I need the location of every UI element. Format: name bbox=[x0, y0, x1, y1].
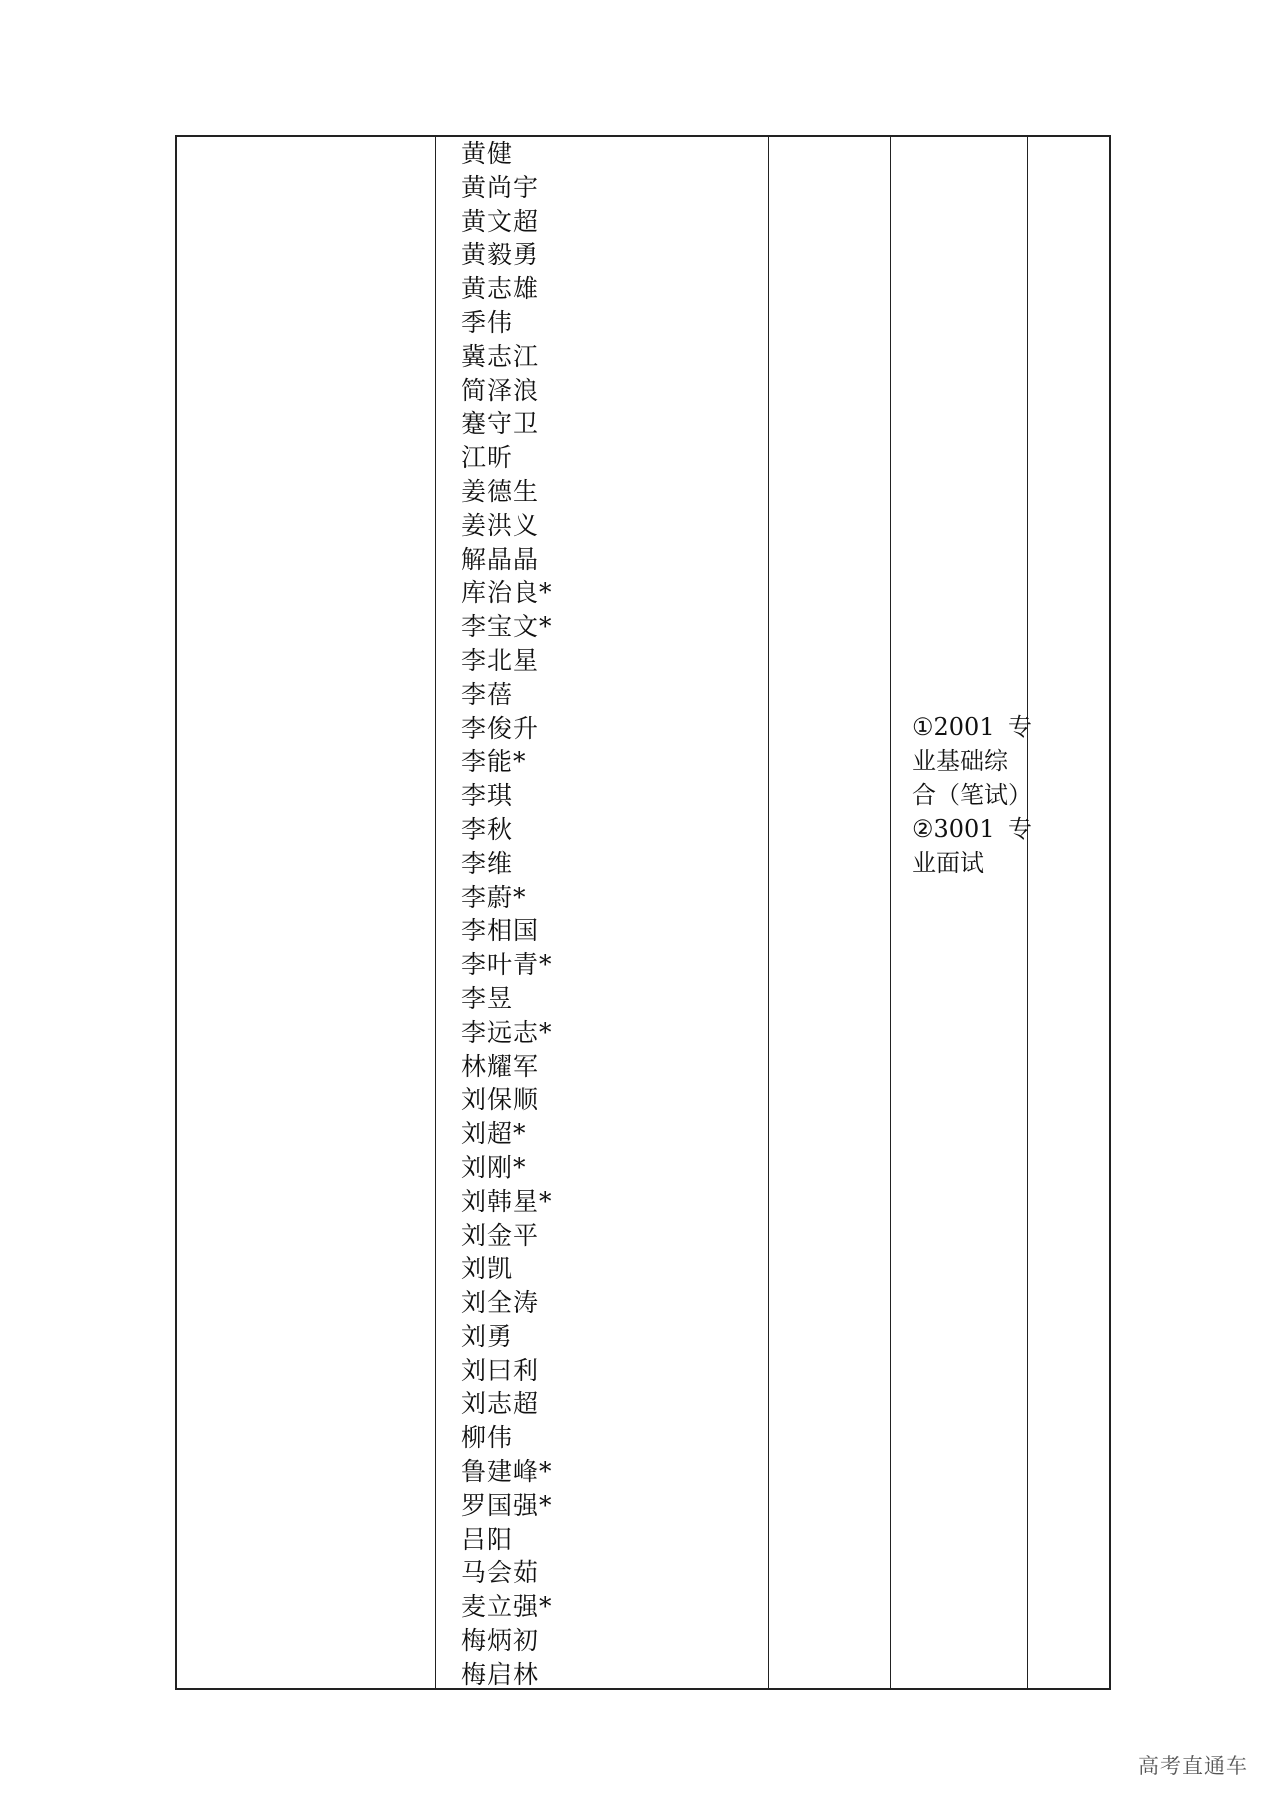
column-divider-3 bbox=[890, 137, 891, 1688]
supervisor-name: 库治良* bbox=[461, 578, 553, 608]
supervisor-name: 黄健 bbox=[461, 139, 514, 168]
supervisor-name: 李秋 bbox=[461, 814, 514, 844]
supervisor-name: 刘凯 bbox=[461, 1254, 514, 1284]
supervisor-name: 刘韩星* bbox=[461, 1186, 553, 1216]
supervisor-name: 刘曰利 bbox=[461, 1355, 540, 1385]
column-divider-1 bbox=[435, 137, 436, 1688]
supervisor-name: 林耀军 bbox=[461, 1051, 540, 1081]
supervisor-name: 黄毅勇 bbox=[461, 240, 540, 270]
supervisor-name: 刘志超 bbox=[461, 1389, 540, 1419]
subject-code-2: ②3001 bbox=[912, 815, 995, 843]
supervisor-names-list bbox=[461, 137, 553, 1692]
supervisor-name: 麦立强* bbox=[461, 1592, 553, 1622]
supervisor-name: 刘刚* bbox=[461, 1152, 527, 1182]
supervisor-name: 简泽浪 bbox=[461, 375, 540, 405]
supervisor-name: 刘勇 bbox=[461, 1321, 514, 1351]
supervisor-name: 梅炳初 bbox=[461, 1626, 540, 1656]
supervisor-name: 季伟 bbox=[461, 307, 514, 337]
supervisor-name: 李蓓 bbox=[461, 679, 514, 709]
supervisor-name: 李俊升 bbox=[461, 713, 540, 743]
supervisor-name: 姜洪义 bbox=[461, 510, 540, 540]
supervisor-name: 马会茹 bbox=[461, 1558, 540, 1588]
supervisor-name: 梅启林 bbox=[461, 1659, 540, 1689]
subject-code-1: ①2001 bbox=[912, 713, 995, 741]
supervisor-name: 李远志* bbox=[461, 1017, 553, 1047]
supervisor-name: 李相国 bbox=[461, 916, 540, 946]
watermark-text: 高考直通车 bbox=[1138, 1754, 1248, 1778]
supervisor-name: 刘金平 bbox=[461, 1220, 540, 1250]
supervisor-name: 李琪 bbox=[461, 781, 514, 811]
supervisor-name: 李能* bbox=[461, 747, 527, 777]
subject-line-3: 合（笔试） bbox=[912, 781, 1032, 809]
supervisor-name: 李昱 bbox=[461, 983, 514, 1013]
subject-line-1 bbox=[912, 710, 1032, 744]
supervisor-name: 黄志雄 bbox=[461, 274, 540, 304]
supervisor-name: 李维 bbox=[461, 848, 514, 878]
exam-subjects-cell bbox=[912, 710, 1032, 880]
supervisor-name: 解晶晶 bbox=[461, 544, 540, 574]
subject-text-2: 专 bbox=[1008, 815, 1032, 843]
subject-line-2: 业基础综 bbox=[912, 747, 1008, 775]
supervisor-name: 柳伟 bbox=[461, 1423, 514, 1453]
supervisor-name: 蹇守卫 bbox=[461, 409, 540, 439]
supervisor-name: 刘全涛 bbox=[461, 1288, 540, 1318]
supervisor-name: 罗国强* bbox=[461, 1490, 553, 1520]
supervisor-name: 李宝文* bbox=[461, 612, 553, 642]
column-divider-2 bbox=[768, 137, 769, 1688]
supervisor-name: 吕阳 bbox=[461, 1524, 514, 1554]
supervisor-name: 姜德生 bbox=[461, 476, 540, 506]
subject-line-4 bbox=[912, 812, 1032, 846]
supervisor-name: 冀志江 bbox=[461, 341, 540, 371]
supervisor-name: 刘超* bbox=[461, 1119, 527, 1149]
supervisor-name: 黄尚宇 bbox=[461, 172, 540, 202]
supervisor-name: 江昕 bbox=[461, 443, 514, 473]
supervisor-name: 李叶青* bbox=[461, 950, 553, 980]
supervisor-name: 李蔚* bbox=[461, 882, 527, 912]
subject-line-5: 业面试 bbox=[912, 849, 984, 877]
column-divider-4 bbox=[1027, 137, 1028, 1688]
supervisor-name: 李北星 bbox=[461, 645, 540, 675]
supervisor-name: 鲁建峰* bbox=[461, 1457, 553, 1487]
supervisor-name: 黄文超 bbox=[461, 206, 540, 236]
enrollment-table bbox=[175, 135, 1111, 1690]
supervisor-name: 刘保顺 bbox=[461, 1085, 540, 1115]
subject-text-1: 专 bbox=[1008, 713, 1032, 741]
